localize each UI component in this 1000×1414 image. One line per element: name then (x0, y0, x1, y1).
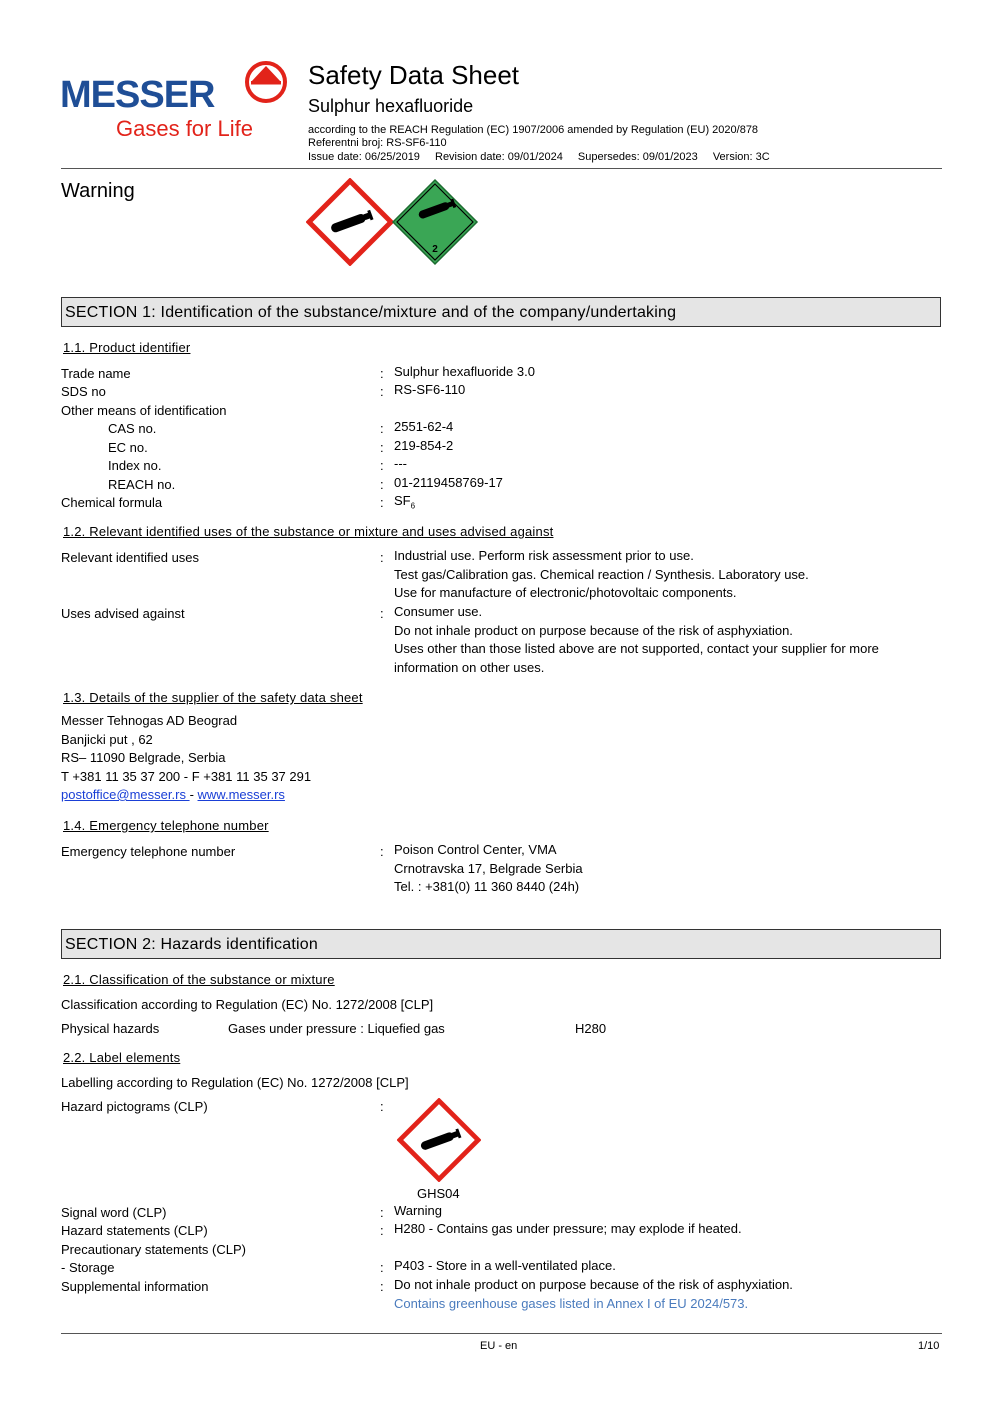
ghs04-gas-cylinder-icon (397, 1098, 481, 1182)
formula-label: Chemical formula (61, 495, 163, 510)
colon: : (380, 1223, 384, 1238)
regulation-line: according to the REACH Regulation (EC) 1907/2006 amended by Regulation (EU) 2020/878 (308, 124, 759, 136)
supplemental-info-value (394, 1276, 934, 1313)
section-1-header: SECTION 1: Identification of the substance/mixture and of the company/undertaking (61, 297, 941, 327)
colon: : (380, 1260, 384, 1275)
colon: : (380, 384, 384, 399)
storage-value: P403 - Store in a well-ventilated place. (394, 1258, 616, 1273)
reference-line: Referentni broj: RS-SF6-110 (308, 137, 447, 149)
emergency-label: Emergency telephone number (61, 844, 236, 859)
sds-no-label: SDS no (61, 384, 106, 399)
classification-regulation: Classification according to Regulation (EC) No. 1272/2008 [CLP] (61, 997, 434, 1012)
footer-language: EU - en (480, 1340, 518, 1352)
relevant-uses-label: Relevant identified uses (61, 550, 200, 565)
subsection-2-2-heading: 2.2. Label elements (63, 1050, 181, 1065)
logo-tagline: Gases for Life (116, 116, 253, 141)
advised-line: Consumer use. (394, 604, 483, 619)
relevant-uses-value (394, 547, 934, 603)
supplier-street: Banjicki put , 62 (61, 731, 153, 747)
storage-label: - Storage (61, 1260, 115, 1275)
colon: : (380, 440, 384, 455)
uses-advised-against-label: Uses advised against (61, 606, 185, 621)
colon: : (380, 1099, 384, 1114)
colon: : (380, 550, 384, 565)
colon: : (380, 366, 384, 381)
logo-brand: MESSER (60, 74, 215, 116)
colon: : (380, 421, 384, 436)
trade-name-label: Trade name (61, 366, 131, 381)
supplier-contacts (61, 786, 311, 805)
dates-line (308, 151, 782, 164)
ec-value: 219-854-2 (394, 438, 454, 453)
subsection-2-1-heading: 2.1. Classification of the substance or mixture (63, 972, 335, 987)
emergency-value (394, 841, 934, 897)
section-2-header: SECTION 2: Hazards identification (61, 929, 941, 959)
product-name: Sulphur hexafluoride (308, 96, 474, 116)
physical-hazards-label: Physical hazards (61, 1021, 160, 1036)
emergency-line: Poison Control Center, VMA (394, 842, 557, 857)
ghs04-gas-cylinder-icon (306, 178, 394, 266)
supplemental-line: Do not inhale product on purpose because of the risk of asphyxiation. (394, 1277, 793, 1292)
colon: : (380, 606, 384, 621)
version: Version: 3C (712, 151, 770, 163)
reach-label: REACH no. (108, 477, 176, 492)
classification-value: Gases under pressure : Liquefied gas (228, 1021, 445, 1036)
labelling-regulation: Labelling according to Regulation (EC) No. 1272/2008 [CLP] (61, 1075, 409, 1090)
hazard-statements-label: Hazard statements (CLP) (61, 1223, 208, 1238)
ec-label: EC no. (108, 440, 148, 455)
signal-word-value: Warning (394, 1203, 442, 1218)
index-label: Index no. (108, 458, 162, 473)
cas-value: 2551-62-4 (394, 419, 454, 434)
issue-date: Issue date: 06/25/2019 (308, 151, 420, 163)
supplemental-info-label: Supplemental information (61, 1279, 209, 1294)
formula-main: SF (394, 493, 411, 508)
relevant-use-line: Use for manufacture of electronic/photovoltaic components. (394, 585, 737, 600)
emergency-line: Tel. : +381(0) 11 360 8440 (24h) (394, 879, 580, 894)
subsection-1-2-heading: 1.2. Relevant identified uses of the substance or mixture and uses advised against (63, 524, 554, 539)
hazard-statements-value: H280 - Contains gas under pressure; may explode if heated. (394, 1221, 742, 1236)
supersedes: Supersedes: 09/01/2023 (577, 151, 698, 163)
colon: : (380, 1205, 384, 1220)
footer-divider (61, 1333, 942, 1334)
colon: : (380, 477, 384, 492)
formula-subscript: 6 (410, 501, 416, 511)
formula-value (394, 492, 934, 516)
greenhouse-gas-note: Contains greenhouse gases listed in Annex I of EU 2024/573. (394, 1295, 749, 1311)
email-link[interactable]: postoffice@messer.rs (61, 787, 190, 802)
supplier-company: Messer Tehnogas AD Beograd (61, 713, 238, 728)
colon: : (380, 844, 384, 859)
reach-value: 01-2119458769-17 (394, 475, 503, 490)
pictogram-code: GHS04 (417, 1186, 460, 1201)
sds-no-value: RS-SF6-110 (394, 382, 466, 397)
hazard-code: H280 (575, 1021, 607, 1036)
advised-line: Uses other than those listed above are not supported, contact your supplier for more information on other uses. (394, 641, 879, 675)
website-link[interactable]: www.messer.rs (197, 787, 285, 802)
other-means-label: Other means of identification (61, 403, 227, 418)
page-title: Safety Data Sheet (308, 60, 520, 90)
subsection-1-1-heading: 1.1. Product identifier (63, 340, 191, 355)
colon: : (380, 1279, 384, 1294)
adr-class-2-label-icon (391, 178, 479, 266)
messer-logo-mark-icon (244, 60, 288, 104)
signal-word-label: Signal word (CLP) (61, 1205, 167, 1220)
header-divider (61, 168, 942, 169)
subsection-1-4-heading: 1.4. Emergency telephone number (63, 818, 269, 833)
uses-advised-against-value (394, 603, 904, 677)
cas-label: CAS no. (108, 421, 157, 436)
supplier-address (61, 712, 311, 805)
emergency-line: Crnotravska 17, Belgrade Serbia (394, 860, 583, 876)
contact-separator: - (189, 787, 194, 802)
supplier-phone: T +381 11 35 37 200 - F +381 11 35 37 291 (61, 768, 312, 784)
page-number: 1/10 (918, 1340, 940, 1352)
index-value: --- (394, 456, 407, 471)
colon: : (380, 458, 384, 473)
colon: : (380, 495, 384, 510)
revision-date: Revision date: 09/01/2024 (435, 151, 563, 163)
precautionary-statements-label: Precautionary statements (CLP) (61, 1242, 246, 1257)
relevant-use-line: Test gas/Calibration gas. Chemical reaction / Synthesis. Laboratory use. (394, 566, 809, 582)
subsection-1-3-heading: 1.3. Details of the supplier of the safety data sheet (63, 690, 363, 705)
advised-line: Do not inhale product on purpose because of the risk of asphyxiation. (394, 622, 793, 638)
adr-class-number: 2 (432, 244, 438, 255)
signal-word-header: Warning (61, 180, 135, 202)
hazard-pictograms-label: Hazard pictograms (CLP) (61, 1099, 208, 1114)
relevant-use-line: Industrial use. Perform risk assessment prior to use. (394, 548, 694, 563)
supplier-city: RS– 11090 Belgrade, Serbia (61, 750, 226, 765)
trade-name-value: Sulphur hexafluoride 3.0 (394, 364, 535, 379)
